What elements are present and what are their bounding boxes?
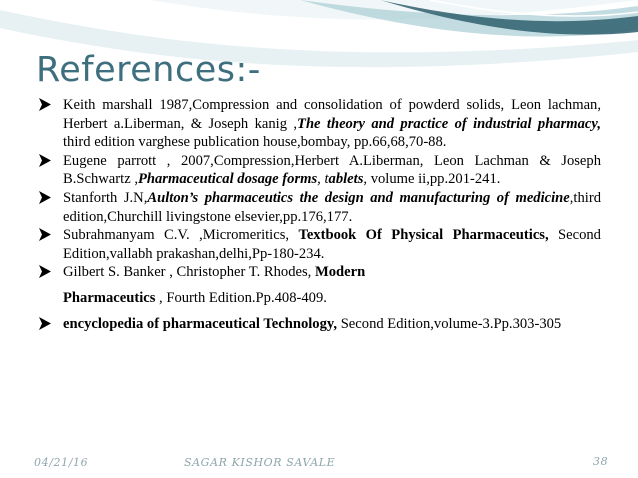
slide-footer — [0, 448, 638, 478]
reference-title: ablets — [328, 171, 364, 188]
reference-text: Second Edition,vallabh prakashan,delhi,Pp-180-234. — [63, 227, 601, 262]
reference-title: Pharmaceutics — [63, 289, 156, 306]
reference-text: Stanforth J.N, — [63, 189, 148, 206]
reference-title: Aulton’s pharmaceutics the design and manufacturing of medicine — [147, 189, 570, 206]
reference-text: Gilbert S. Banker , Christopher T. Rhodes, — [63, 264, 315, 281]
reference-text: , volume ii,pp.201-241. — [363, 171, 501, 188]
reference-item — [38, 189, 601, 226]
arrow-bullet-icon — [38, 190, 52, 205]
reference-title: Pharmaceutical dosage forms — [137, 171, 318, 188]
arrow-bullet-icon — [38, 227, 52, 242]
reference-title: Textbook Of Physical Pharmaceutics, — [298, 227, 549, 244]
slide-title: References:- — [36, 50, 261, 90]
arrow-bullet-icon — [38, 264, 52, 279]
footer-author: SAGAR KISHOR SAVALE — [184, 456, 336, 469]
reference-text: third edition varghese publication house,bombay, pp.66,68,70-88. — [63, 134, 447, 151]
reference-text: ,third edition,Churchill livingstone elsevier,pp.176,177. — [63, 189, 601, 225]
reference-title: encyclopedia of pharmaceutical Technology, — [63, 315, 338, 332]
reference-item — [38, 96, 601, 152]
reference-text: , Fourth Edition.Pp.408-409. — [155, 289, 327, 306]
reference-title: Modern — [314, 264, 366, 281]
arrow-bullet-icon — [38, 153, 52, 168]
reference-text: Second Edition,volume-3.Pp.303-305 — [337, 315, 562, 332]
reference-item — [38, 152, 601, 189]
footer-page-number: 38 — [593, 455, 609, 468]
arrow-bullet-icon — [38, 316, 52, 331]
reference-continuation — [63, 282, 601, 308]
reference-item — [38, 226, 601, 263]
footer-date: 04/21/16 — [34, 456, 89, 469]
reference-text: Eugene parrott , 2007,Compression,Herbert A.Liberman, Leon Lachman & Joseph B.Schwartz , — [63, 152, 601, 188]
reference-item — [38, 263, 601, 307]
reference-text: , t — [317, 171, 329, 188]
reference-text: Keith marshall 1987,Compression and consolidation of powderd solids, Leon lachman, Herbert a.Liberman, & Joseph kanig , — [63, 97, 601, 132]
reference-title: The theory and practice of industrial pharmacy, — [297, 115, 601, 132]
reference-list — [38, 96, 601, 333]
arrow-bullet-icon — [38, 97, 52, 112]
reference-item — [38, 315, 601, 334]
reference-text: Subrahmanyam C.V. ,Micromeritics, — [63, 227, 299, 244]
